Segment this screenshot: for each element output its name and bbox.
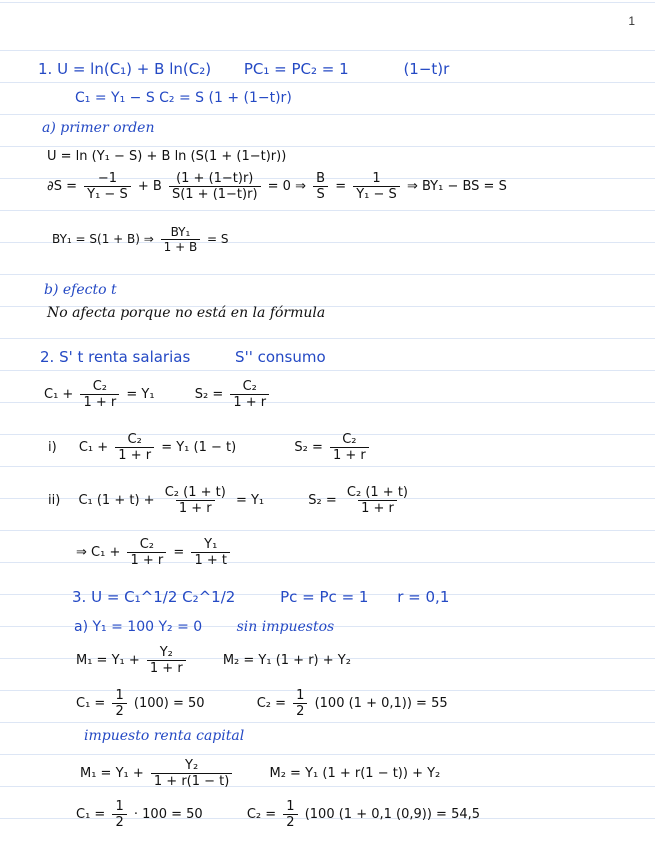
rhs: = Y₁ (1 − t) xyxy=(161,440,237,455)
consumption-line xyxy=(76,689,448,718)
fraction xyxy=(112,689,126,718)
part-b-answer: No afecta porque no está en la fórmula xyxy=(47,305,326,321)
taxed-income-line xyxy=(80,759,440,788)
utility-equation: 3. U = C₁^1/2 C₂^1/2 xyxy=(72,588,236,606)
denominator: 1 + r xyxy=(147,660,186,675)
lhs: C₁ + xyxy=(44,387,74,402)
fraction xyxy=(191,538,230,567)
price-condition: Pc = Pc = 1 xyxy=(280,588,369,606)
denominator: 1 + r xyxy=(176,500,215,515)
page-number: 1 xyxy=(628,14,635,28)
taxed-consumption-line xyxy=(76,800,480,829)
price-condition: PC₁ = PC₂ = 1 xyxy=(243,60,349,78)
denominator: 1 + r xyxy=(358,500,397,515)
c1-rhs: (100) = 50 xyxy=(133,696,205,711)
c2-lhs: C₂ = xyxy=(246,807,277,822)
solve-rhs: = S xyxy=(207,232,229,246)
part-b-title: b) efecto t xyxy=(44,282,117,298)
fraction xyxy=(169,172,261,201)
numerator: 1 xyxy=(296,688,305,703)
numerator: BY₁ xyxy=(170,225,191,239)
solve-line xyxy=(52,226,229,253)
numerator: Y₁ xyxy=(204,537,218,552)
denominator: 2 xyxy=(293,703,307,718)
numerator: C₂ xyxy=(127,432,142,447)
c2-lhs: C₂ = xyxy=(256,696,287,711)
savings-lhs: S₂ = xyxy=(294,440,323,455)
equals-sign: = xyxy=(335,179,347,194)
fraction xyxy=(344,486,411,515)
fraction xyxy=(115,433,154,462)
substituted-utility: U = ln (Y₁ − S) + B ln (S(1 + (1−t)r)) xyxy=(47,149,287,164)
denominator: 1 + r xyxy=(127,552,166,567)
fraction xyxy=(80,380,119,409)
numerator: −1 xyxy=(97,171,117,186)
fraction xyxy=(330,433,369,462)
case-ii-result xyxy=(76,538,233,567)
fraction xyxy=(353,172,400,201)
budget-constraints: C₁ = Y₁ − S C₂ = S (1 + (1−t)r) xyxy=(75,90,292,106)
m1-lhs: M₁ = Y₁ + xyxy=(80,766,144,781)
denominator: 1 + r(1 − t) xyxy=(151,773,232,788)
fraction xyxy=(162,486,229,515)
fraction xyxy=(147,646,186,675)
numerator: 1 xyxy=(286,799,295,814)
part-a-note: sin impuestos xyxy=(236,619,335,635)
numerator: Y₂ xyxy=(159,645,173,660)
fraction xyxy=(151,759,232,788)
numerator: Y₂ xyxy=(185,758,199,773)
fraction xyxy=(313,172,328,201)
denominator: 1 + r xyxy=(115,447,154,462)
derivative-result: ⇒ BY₁ − BS = S xyxy=(406,179,507,194)
income-line xyxy=(76,646,351,675)
case-i-line xyxy=(48,433,372,462)
problem-3-header xyxy=(72,590,449,605)
derivative-lhs: ∂S = xyxy=(47,179,77,194)
case-ii-line xyxy=(48,486,414,515)
numerator: 1 xyxy=(115,688,124,703)
c1-lhs: C₁ = xyxy=(76,807,106,822)
solve-lhs: BY₁ = S(1 + B) ⇒ xyxy=(52,232,154,246)
case-label: ii) xyxy=(48,493,61,508)
problem-2-header xyxy=(40,350,326,365)
denominator: Y₁ − S xyxy=(84,186,131,201)
problem-2-title: 2. S' t renta salarias xyxy=(40,348,191,366)
numerator: C₂ xyxy=(139,537,155,552)
tax-section-title: impuesto renta capital xyxy=(84,728,245,744)
savings-lhs: S₂ = xyxy=(194,387,224,402)
denominator: S xyxy=(313,186,327,201)
numerator: C₂ (1 + t) xyxy=(164,485,226,500)
fraction xyxy=(127,538,166,567)
c1-lhs: C₁ = xyxy=(76,696,106,711)
m2-equation: M₂ = Y₁ (1 + r) + Y₂ xyxy=(222,653,351,668)
numerator: C₂ xyxy=(242,379,257,394)
part-a-values: a) Y₁ = 100 Y₂ = 0 xyxy=(74,619,203,635)
interest-rate: r = 0,1 xyxy=(397,588,450,606)
m2-equation: M₂ = Y₁ (1 + r(1 − t)) + Y₂ xyxy=(269,766,441,781)
fraction xyxy=(112,800,126,829)
part-a-line xyxy=(74,620,334,634)
fraction xyxy=(161,226,201,253)
denominator: 1 + t xyxy=(191,552,230,567)
savings-lhs: S₂ = xyxy=(308,493,337,508)
budget-line xyxy=(44,380,272,409)
denominator: 1 + B xyxy=(161,239,201,253)
equals-sign: = xyxy=(173,545,185,560)
numerator: C₂ xyxy=(92,379,107,394)
numerator: B xyxy=(316,171,326,186)
equals-zero: = 0 ⇒ xyxy=(267,179,306,194)
c1-rhs: · 100 = 50 xyxy=(133,807,203,822)
rhs: = Y₁ xyxy=(235,493,265,508)
numerator: 1 xyxy=(372,171,381,186)
denominator: 2 xyxy=(112,703,126,718)
utility-equation: 1. U = ln(C₁) + B ln(C₂) xyxy=(38,60,212,78)
denominator: 1 + r xyxy=(330,447,369,462)
rhs: = Y₁ xyxy=(126,387,155,402)
fraction xyxy=(293,689,307,718)
numerator: C₂ (1 + t) xyxy=(346,485,408,500)
c2-rhs: (100 (1 + 0,1 (0,9)) = 54,5 xyxy=(304,807,481,822)
denominator: Y₁ − S xyxy=(353,186,400,201)
lhs: C₁ + xyxy=(78,440,109,455)
fraction xyxy=(283,800,297,829)
lhs: ⇒ C₁ + xyxy=(76,545,121,560)
case-label: i) xyxy=(48,440,57,455)
fraction xyxy=(230,380,269,409)
denominator: 2 xyxy=(283,814,297,829)
problem-2-note: S'' consumo xyxy=(235,348,326,366)
part-a-title: a) primer orden xyxy=(42,120,155,136)
fraction xyxy=(84,172,131,201)
denominator: 1 + r xyxy=(80,394,119,409)
numerator: 1 xyxy=(115,799,124,814)
c2-rhs: (100 (1 + 0,1)) = 55 xyxy=(314,696,448,711)
lhs: C₁ (1 + t) + xyxy=(78,493,155,508)
denominator: 1 + r xyxy=(230,394,269,409)
denominator: S(1 + (1−t)r) xyxy=(169,186,261,201)
plus-b: + B xyxy=(137,179,162,194)
derivative-line xyxy=(47,172,507,201)
m1-lhs: M₁ = Y₁ + xyxy=(76,653,140,668)
tax-factor: (1−t)r xyxy=(403,60,450,78)
denominator: 2 xyxy=(112,814,126,829)
numerator: C₂ xyxy=(342,432,357,447)
numerator: (1 + (1−t)r) xyxy=(176,171,254,186)
problem-1-header xyxy=(38,62,449,77)
